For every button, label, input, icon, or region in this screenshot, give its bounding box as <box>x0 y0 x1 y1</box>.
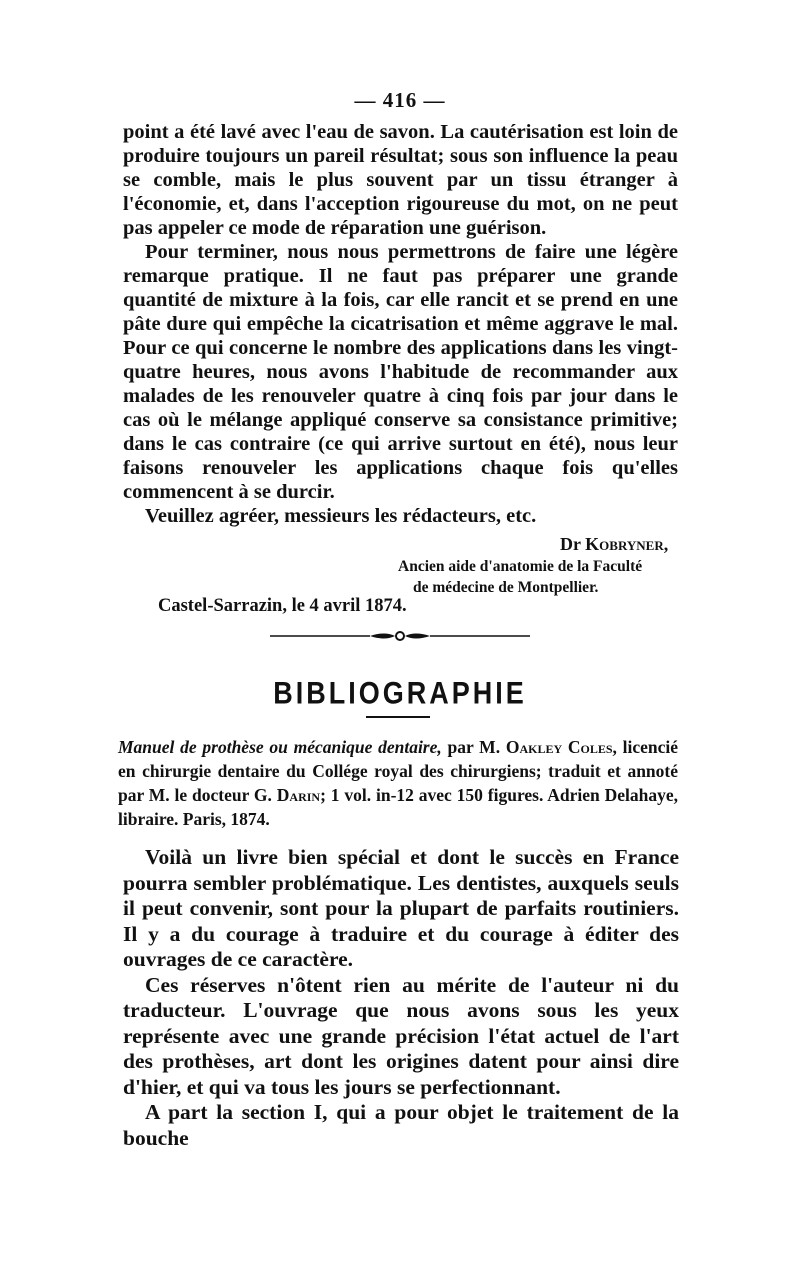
book-details: licencié en chirurgie dentaire du Collége royal des chirurgiens; traduit et annoté par M. le docteur G. <box>118 737 679 805</box>
signature-title-line: de médecine de Montpellier. <box>413 579 599 596</box>
signature-block <box>398 532 688 598</box>
letter-paragraph: Pour terminer, nous nous permettrons de faire une légère remarque pratique. Il ne faut pas préparer une grande quantité de mixture à la fois, car elle rancit et se prend en une pâte dure qui empêche la cicatrisation et même aggrave le mal. Pour ce qui concerne le nombre des applications dans les vingt-quatre heures, nous avons l'habitude de recommander aux malades de les renouveler quatre à cinq fois par jour dans le cas où le mélange appliqué conserve sa consistance primitive; dans le cas contraire (ce qui arrive surtout en été), nous leur faisons renouveler les applications chaque fois qu'elles commencent à se durcir. <box>123 241 678 503</box>
signature-title <box>398 556 688 598</box>
book-translator: Darin <box>276 785 321 805</box>
section-divider-ornament <box>270 628 530 644</box>
book-author: Oakley Coles, <box>505 737 617 757</box>
signature-title-line: Ancien aide d'anatomie de la Faculté <box>398 558 643 575</box>
page-number: — 416 — <box>354 88 446 112</box>
letter-closing: Veuillez agréer, messieurs les rédacteurs, etc. <box>145 505 537 527</box>
book-title: Manuel de prothèse ou mécanique dentaire, <box>118 737 442 757</box>
review-paragraph: Voilà un livre bien spécial et dont le succès en France pourra sembler problématique. Les dentistes, auxquels seuls il peut convenir, sont pour la plupart de parfaits routiniers. Il y a du courage à traduire et du courage à éditer des ouvrages de ce caractère. <box>123 845 679 971</box>
book-by: par M. <box>447 737 501 757</box>
letter-paragraph: point a été lavé avec l'eau de savon. La cautérisation est loin de produire toujours un pareil résultat; sous son influence la peau se comble, mais le plus souvent par un tissu étranger à l'économie, et, dans l'acception rigoureuse du mot, on ne peut pas appeler ce mode de réparation une guérison. <box>123 121 678 239</box>
review-body <box>123 845 679 1151</box>
dateline: Castel-Sarrazin, le 4 avril 1874. <box>158 596 407 616</box>
book-publication: ; 1 vol. in-12 avec 150 figures. Adrien Delahaye, libraire. Paris, 1874. <box>118 785 678 829</box>
review-paragraph: Ces réserves n'ôtent rien au mérite de l'auteur ni du traducteur. L'ouvrage que nous avons sous les yeux représente avec une grande précision l'état actuel de l'art des prothèses, art dont les origines datent pour ainsi dire d'hier, et qui va tous les jours se perfectionnant. <box>123 972 679 1099</box>
bibliography-entry <box>118 735 678 831</box>
letter-body <box>123 120 678 528</box>
signature-name-text: Kobryner, <box>585 534 669 554</box>
heading-underline <box>366 716 430 718</box>
signature-name-prefix: Dr <box>560 534 581 554</box>
section-heading: BIBLIOGRAPHIE <box>273 675 527 711</box>
review-paragraph: A part la section I, qui a pour objet le traitement de la bouche <box>123 1100 679 1150</box>
signature-name <box>560 532 688 556</box>
